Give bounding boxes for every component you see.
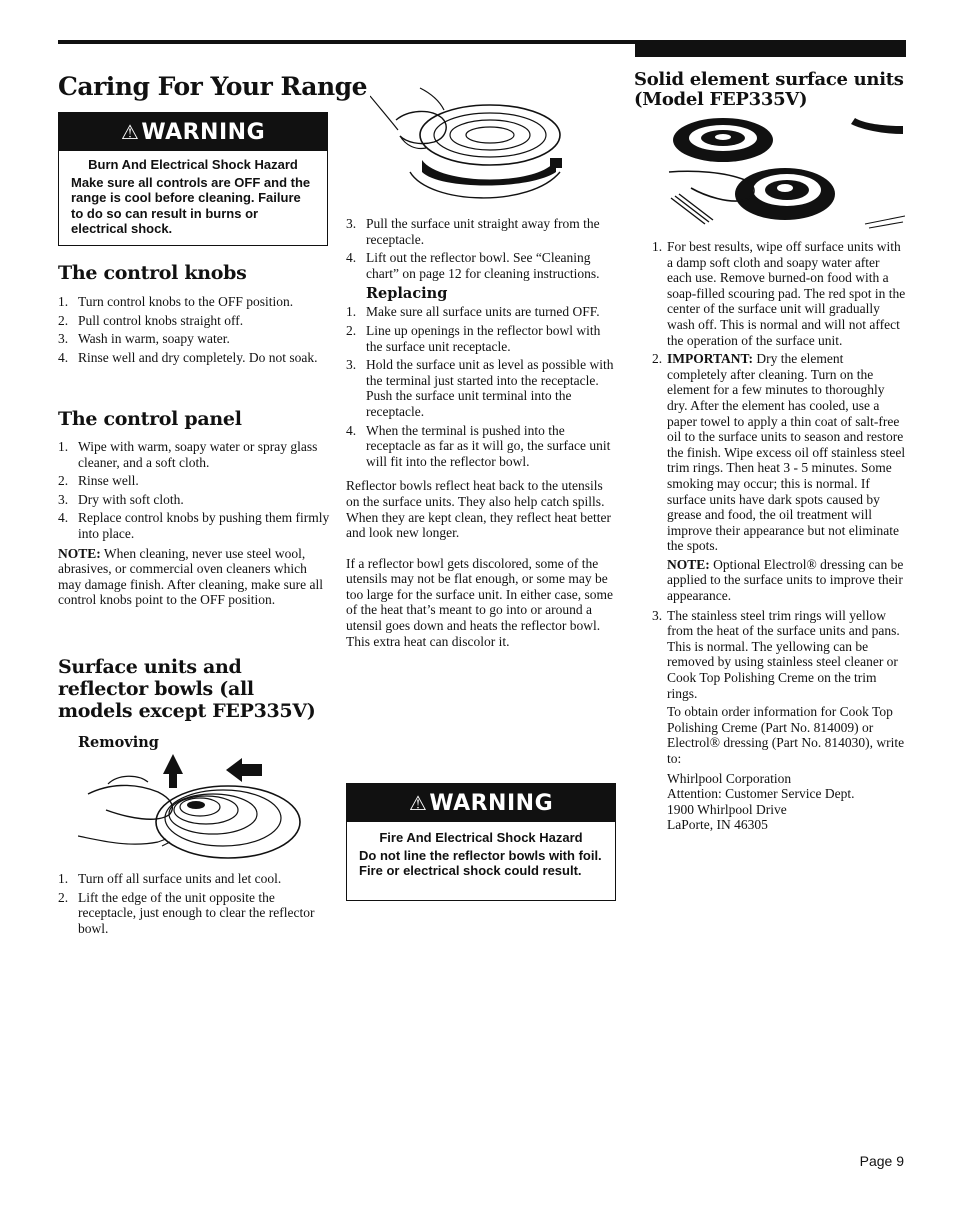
control-panel-steps xyxy=(58,439,330,542)
address-line: LaPorte, IN 46305 xyxy=(667,817,768,833)
list-item: 2. Lift the edge of the unit opposite the receptacle, just enough to clear the reflector bowl. xyxy=(58,889,315,936)
solid-element-heading: Solid element surface units (Model FEP335V) xyxy=(634,69,904,110)
warning-title: Burn And Electrical Shock Hazard xyxy=(88,157,298,172)
list-item: 2. Rinse well. xyxy=(58,473,139,489)
list-item: 3. The stainless steel trim rings will yellow from the heat of the surface units and pans. This is normal. The yellowing can be removed by using stainless steel cleaner or Cook Top Polishing Creme on the trim rings. xyxy=(652,607,900,701)
address-line: Attention: Customer Service Dept. xyxy=(667,786,855,802)
reflector-bowls-paragraph: Reflector bowls reflect heat back to the utensils on the surface units. They also help catch spills. When they are kept clean, they reflect heat better and look new longer. xyxy=(346,478,611,541)
list-item: 1. Wipe with warm, soapy water or spray glass cleaner, and a soft cloth. xyxy=(58,439,318,470)
list-item: 3. Hold the surface unit as level as possible with the terminal just started into the receptacle. Push the surface unit terminal into the receptacle. xyxy=(346,357,614,419)
warning-box-fire xyxy=(346,783,616,901)
page-title: Caring For Your Range xyxy=(58,72,368,101)
list-item: 2. Line up openings in the reflector bowl with the surface unit receptacle. xyxy=(346,322,601,354)
control-panel-section xyxy=(58,408,330,608)
list-item: 4. When the terminal is pushed into the receptacle as far as it will go, the surface unit will fit into the reflector bowl. xyxy=(346,422,611,469)
warning-triangle-icon: ⚠ xyxy=(408,791,428,815)
solid-element-section xyxy=(634,239,906,833)
address-line: 1900 Whirlpool Drive xyxy=(667,801,787,817)
list-item: 2. IMPORTANT: Dry the element completely after cleaning. Turn on the element for a few minutes to thoroughly dry. After the element has cooled, use a paper towel to apply a thin coat of salt-free oil to the surface units to season and restore the finish. Wipe excess oil off stainless steel trim rings. Then heat 3 - 5 minutes. Some smoking may occur; this is normal. If surface units have dark spots caused by grease and food, the oil treatment will improve their appearance but not eliminate the spots. xyxy=(652,351,906,554)
removing-steps xyxy=(58,871,330,936)
replacing-steps xyxy=(346,304,618,469)
list-item: 3. Wash in warm, soapy water. xyxy=(58,331,230,347)
discolor-paragraph: If a reflector bowl gets discolored, some of the utensils may not be flat enough, or some may be too large for the surface unit. In either case, some of the heat that’s meant to go into or around a utensil goes down and heats the reflector bowl. This extra heat can discolor it. xyxy=(346,555,614,649)
solid-element-illustration xyxy=(665,112,905,237)
list-item: 3. Pull the surface unit straight away from the receptacle. xyxy=(346,216,600,247)
solid-element-steps xyxy=(634,239,906,554)
page-number: Page 9 xyxy=(859,1153,904,1169)
surface-unit-removing-illustration xyxy=(78,744,308,866)
control-panel-heading: The control panel xyxy=(58,408,242,430)
warning-label: WARNING xyxy=(141,119,266,145)
control-panel-note: NOTE: When cleaning, never use steel wool, abrasives, or commercial oven cleaners which may damage finish. After cleaning, make sure all control knobs point to the OFF position. xyxy=(58,545,324,608)
warning-text: Make sure all controls are OFF and the range is cool before cleaning. Failure to do so can result in burns or electrical shock. xyxy=(71,174,311,236)
control-knobs-section xyxy=(58,262,330,368)
electrol-note: NOTE: Optional Electrol® dressing can be applied to the surface units to improve their appearance. xyxy=(667,556,904,604)
mailing-address xyxy=(634,771,906,833)
header-tab-block xyxy=(635,40,906,57)
order-info: To obtain order information for Cook Top Polishing Creme (Part No. 814009) or Electrol® dressing (Part No. 814030), write to: xyxy=(667,704,905,766)
list-item: 1. Turn control knobs to the OFF position. xyxy=(58,294,294,309)
solid-element-heading-wrap xyxy=(634,70,906,110)
list-item: 4. Rinse well and dry completely. Do not soak. xyxy=(58,349,318,365)
list-item: 1. For best results, wipe off surface units with a damp soft cloth and soapy water after each use. Remove burned-on food with a soap-filled scouring pad. The red spot in the center of the surface unit will gradually wash off. This is normal and will not affect the operation of the surface unit. xyxy=(652,239,906,348)
warning-header xyxy=(59,113,327,151)
surface-units-section xyxy=(58,656,330,751)
removing-heading: Removing xyxy=(78,734,159,751)
warning-header xyxy=(347,784,615,822)
warning-box-burn xyxy=(58,112,328,246)
warning-triangle-icon: ⚠ xyxy=(120,120,140,144)
warning-title: Fire And Electrical Shock Hazard xyxy=(379,830,583,845)
replacing-heading: Replacing xyxy=(366,285,448,303)
address-line: Whirlpool Corporation xyxy=(667,770,792,786)
removing-steps-part2 xyxy=(346,216,618,649)
removing-steps-part1 xyxy=(58,871,330,939)
control-knobs-heading: The control knobs xyxy=(58,262,247,284)
list-item: 3. Dry with soft cloth. xyxy=(58,491,184,507)
list-item: 1. Make sure all surface units are turned OFF. xyxy=(346,304,600,320)
list-item: 4. Lift out the reflector bowl. See “Cleaning chart” on page 12 for cleaning instructions. xyxy=(346,250,600,281)
list-item: 1. Turn off all surface units and let cool. xyxy=(58,871,282,886)
warning-text: Do not line the reflector bowls with foil. Fire or electrical shock could result. xyxy=(359,847,602,878)
control-knobs-steps xyxy=(58,294,330,365)
solid-element-steps-continued xyxy=(634,608,906,702)
list-item: 4. Replace control knobs by pushing them firmly into place. xyxy=(58,510,330,541)
warning-label: WARNING xyxy=(429,790,554,816)
removing-steps-continued xyxy=(346,216,618,281)
reflector-bowl-illustration xyxy=(370,80,570,210)
surface-units-heading: Surface units and reflector bowls (all models except FEP335V) xyxy=(58,656,316,722)
list-item: 2. Pull control knobs straight off. xyxy=(58,312,244,328)
